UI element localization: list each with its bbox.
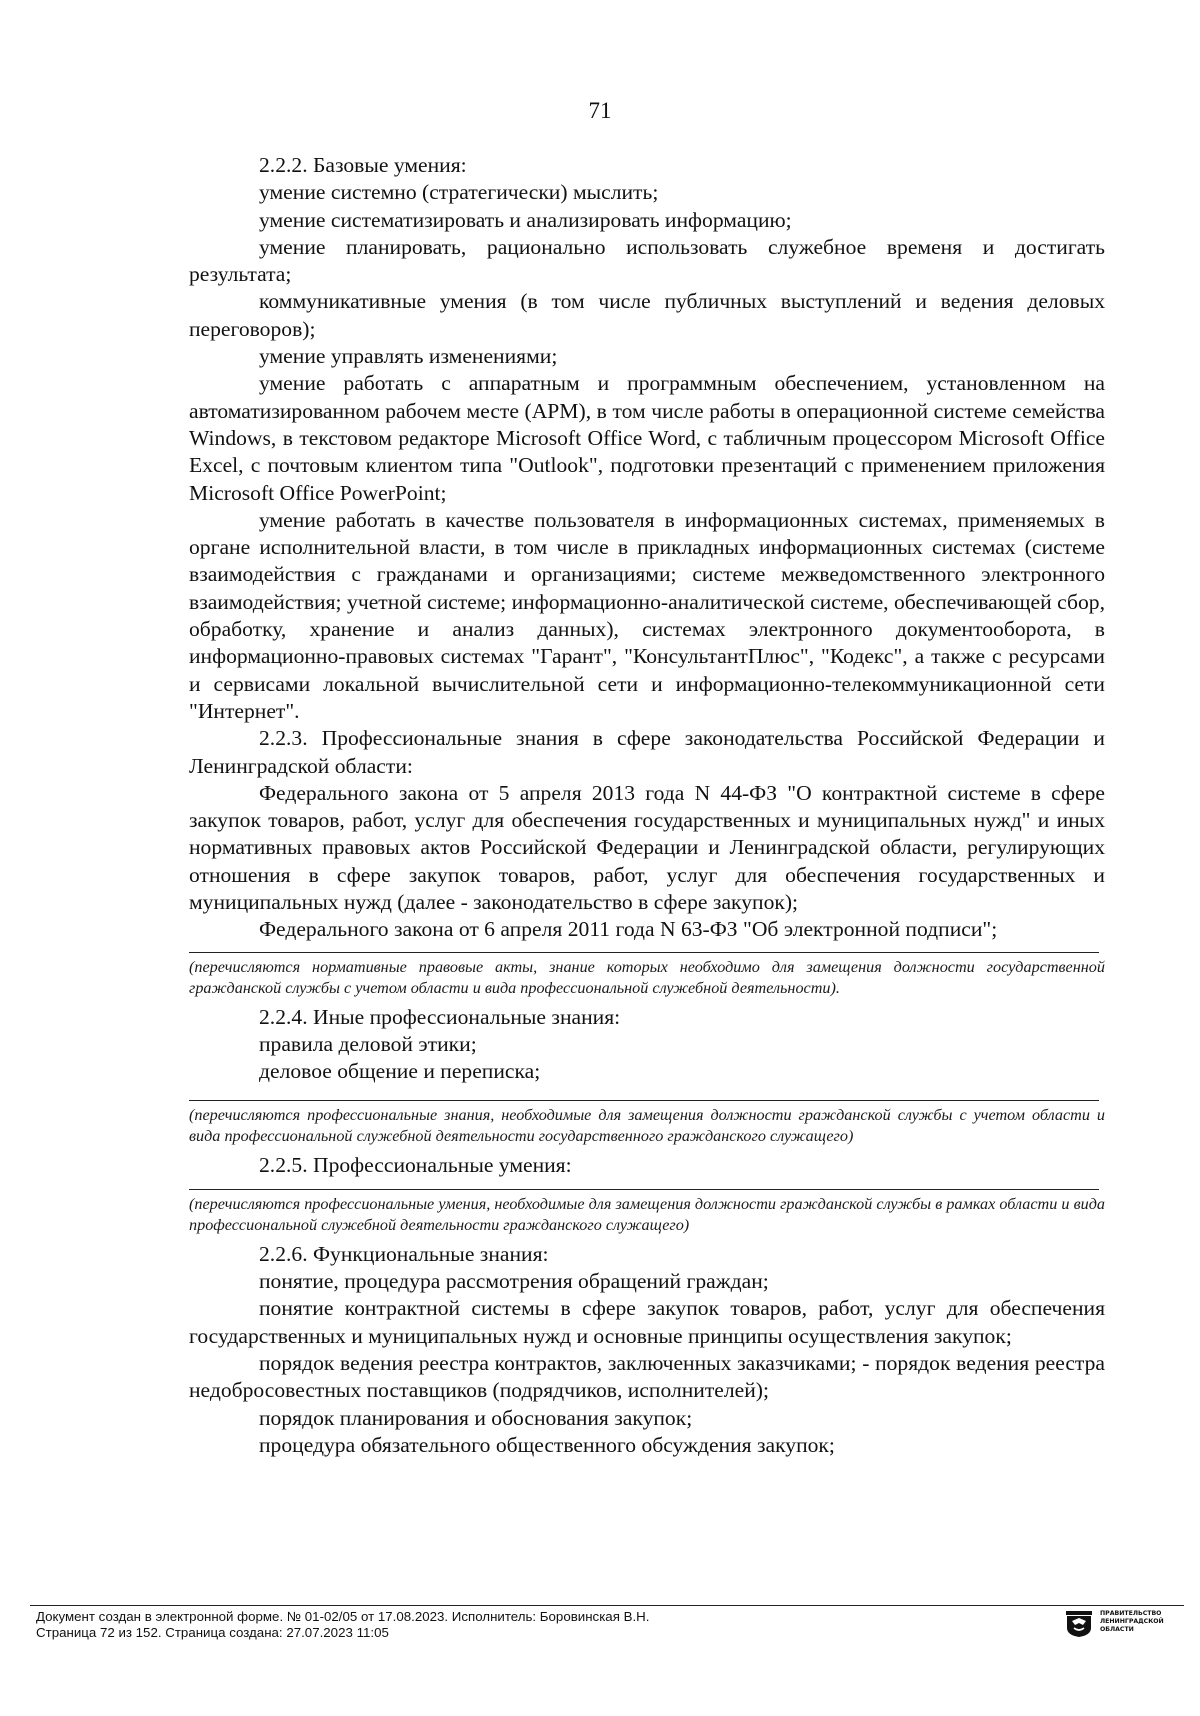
list-item: коммуникативные умения (в том числе публичных выступлений и ведения деловых переговоров); — [189, 289, 1105, 341]
footer-divider — [30, 1605, 1184, 1606]
list-item: понятие, процедура рассмотрения обращений граждан; — [259, 1269, 769, 1294]
list-item: правила деловой этики; — [259, 1031, 477, 1056]
fill-in-line — [189, 1189, 1099, 1190]
list-item: процедура обязательного общественного обсуждения закупок; — [259, 1432, 835, 1457]
logo-caption: ПРАВИТЕЛЬСТВО ЛЕНИНГРАДСКОЙ ОБЛАСТИ — [1100, 1610, 1164, 1633]
section-2-2-5-heading: 2.2.5. Профессиональные умения: — [259, 1152, 572, 1177]
list-item: Федерального закона от 5 апреля 2013 года N 44-ФЗ "О контрактной системе в сфере закупок товаров, работ, услуг для обеспечения государственных и муниципальных нужд" и иных нормативных правовых актов Российской Федерации и Ленинградской области, регулирующих отношения в сфере закупок товаров, работ, услуг для обеспечения государственных и муниципальных нужд (далее - законодательство в сфере закупок); — [189, 780, 1105, 915]
footnote-professional-skills: (перечисляются профессиональные умения, необходимые для замещения должности гражданской службы в рамках области и вида профессиональной служебной деятельности гражданского служащего) — [189, 1194, 1105, 1235]
coat-of-arms-icon — [1066, 1611, 1092, 1637]
fill-in-line — [189, 1100, 1099, 1101]
page-number: 71 — [588, 98, 612, 123]
list-item: умение работать в качестве пользователя в информационных системах, применяемых в органе исполнительной власти, в том числе в прикладных информационных системах (системе взаимодействия с гражданами и организациями; системе межведомственного электронного взаимодействия; учетной системе; информационно-аналитической системе, обеспечивающей сбор, обработку, хранение и анализ данных), системах электронного документооборота, в информационно-правовых системах "Гарант", "КонсультантПлюс", "Кодекс", а также с ресурсами и сервисами локальной вычислительной сети и информационно-телекоммуникационной сети "Интернет". — [189, 507, 1105, 723]
footer-page-info: Страница 72 из 152. Страница создана: 27.07.2023 11:05 — [36, 1625, 389, 1640]
list-item: умение системно (стратегически) мыслить; — [259, 180, 659, 205]
footnote-legal-acts: (перечисляются нормативные правовые акты, знание которых необходимо для замещения должности государственной гражданской службы с учетом области и вида профессиональной служебной деятельности). — [189, 957, 1105, 998]
list-item: порядок планирования и обоснования закупок; — [259, 1405, 693, 1430]
list-item: умение планировать, рационально использовать служебное временя и достигать результата; — [189, 234, 1105, 287]
footer-document-info: Документ создан в электронной форме. № 01-02/05 от 17.08.2023. Исполнитель: Боровинская В.Н. — [36, 1609, 650, 1624]
section-2-2-4-heading: 2.2.4. Иные профессиональные знания: — [259, 1004, 621, 1029]
government-logo — [1066, 1608, 1176, 1638]
list-item: умение управлять изменениями; — [259, 344, 558, 369]
fill-in-line — [189, 952, 1099, 953]
document-body — [189, 152, 1105, 1459]
section-2-2-3-heading: 2.2.3. Профессиональные знания в сфере законодательства Российской Федерации и Ленинградской области: — [189, 726, 1105, 778]
section-2-2-2-heading: 2.2.2. Базовые умения: — [259, 153, 467, 177]
list-item: понятие контрактной системы в сфере закупок товаров, работ, услуг для обеспечения государственных и муниципальных нужд и основные принципы осуществления закупок; — [189, 1296, 1105, 1348]
footnote-professional-knowledge: (перечисляются профессиональные знания, необходимые для замещения должности гражданской службы с учетом области и вида профессиональной служебной деятельности государственного гражданского служащего) — [189, 1105, 1105, 1145]
section-2-2-6-heading: 2.2.6. Функциональные знания: — [259, 1241, 549, 1266]
list-item: умение работать с аппаратным и программным обеспечением, установленном на автоматизированном рабочем месте (АРМ), в том числе работы в операционной системе семейства Windows, в текстовом редакторе Microsoft Office Word, с табличным процессором Microsoft Office Excel, с почтовым клиентом типа "Outlook", подготовки презентаций с применением приложения Microsoft Office PowerPoint; — [189, 371, 1105, 505]
list-item: деловое общение и переписка; — [259, 1059, 541, 1084]
list-item: Федерального закона от 6 апреля 2011 года N 63-ФЗ "Об электронной подписи"; — [259, 917, 998, 942]
list-item: порядок ведения реестра контрактов, заключенных заказчиками; - порядок ведения реестра недобросовестных поставщиков (подрядчиков, исполнителей); — [189, 1350, 1105, 1403]
list-item: умение систематизировать и анализировать информацию; — [259, 207, 792, 232]
footer — [36, 1609, 649, 1641]
